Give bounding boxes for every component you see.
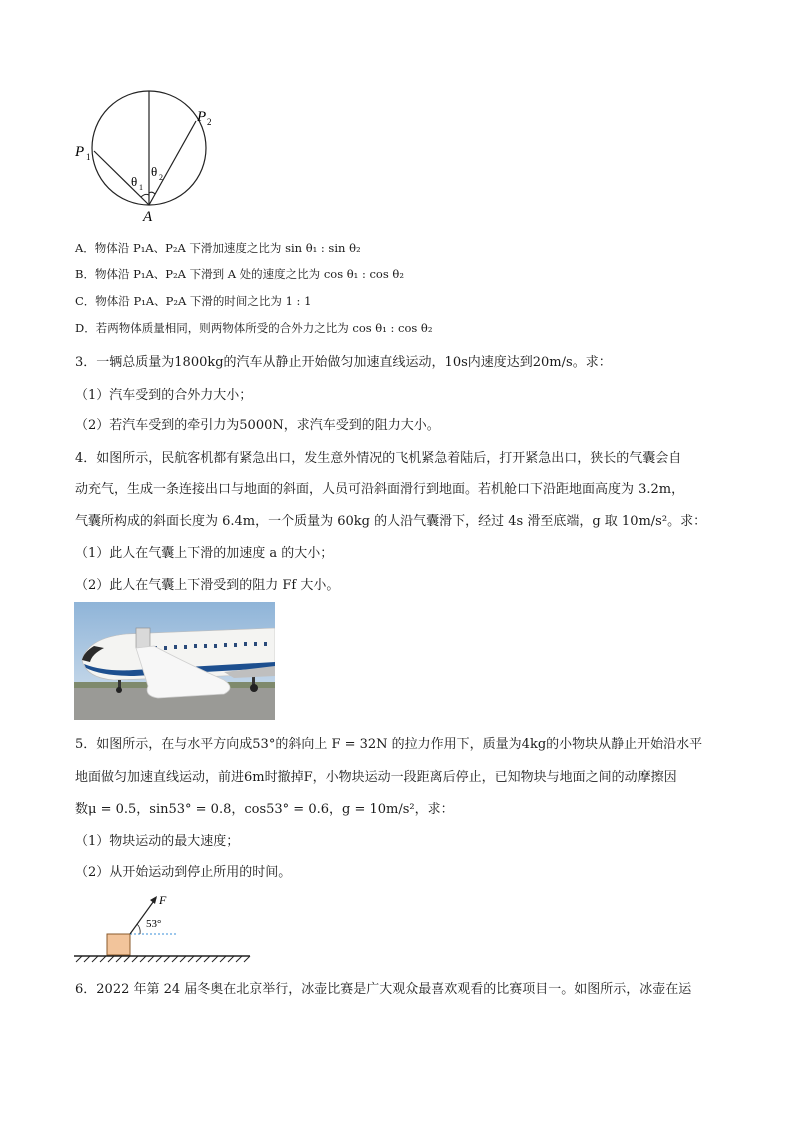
- force-label: F: [159, 893, 167, 907]
- label-a: A: [143, 209, 153, 225]
- q4-stem-line2: 动充气，生成一条连接出口与地面的斜面，人员可沿斜面滑行到地面。若机舱口下沿距地面高度为 3.2m，: [75, 482, 685, 497]
- label-p2: P: [197, 109, 207, 125]
- q3-sub2: （2）若汽车受到的牵引力为5000N，求汽车受到的阻力大小。: [75, 418, 440, 433]
- label-theta1-sub: 1: [139, 183, 143, 192]
- q5-sub2: （2）从开始运动到停止所用的时间。: [75, 865, 292, 880]
- option-b: B．物体沿 P₁A、P₂A 下滑到 A 处的速度之比为 cos θ₁ : cos θ₂: [75, 267, 404, 281]
- angle-label: 53°: [146, 918, 162, 930]
- q5-stem-line3: 数μ = 0.5，sin53° = 0.8，cos53° = 0.6，g = 10m/s²，求：: [75, 802, 454, 817]
- q3-stem: 3．一辆总质量为1800kg的汽车从静止开始做匀加速直线运动，10s内速度达到20m/s。求：: [75, 355, 612, 370]
- block: [107, 934, 130, 955]
- label-p1-sub: 1: [86, 152, 91, 162]
- label-theta2-sub: 2: [159, 173, 163, 182]
- q5-stem-line2: 地面做匀加速直线运动，前进6m时撤掉F，小物块运动一段距离后停止，已知物块与地面之间的动摩擦因: [75, 770, 677, 785]
- label-p2-sub: 2: [207, 117, 212, 127]
- option-d: D．若两物体质量相同，则两物体所受的合外力之比为 cos θ₁ : cos θ₂: [75, 321, 433, 335]
- q6-stem-line1: 6．2022 年第 24 届冬奥在北京举行，冰壶比赛是广大观众最喜欢观看的比赛项目一。如图所示，冰壶在运: [75, 982, 692, 997]
- label-theta1: θ: [131, 174, 138, 189]
- q4-sub2: （2）此人在气囊上下滑受到的阻力 Ff 大小。: [75, 578, 340, 593]
- q5-sub1: （1）物块运动的最大速度；: [75, 834, 240, 849]
- option-c: C．物体沿 P₁A、P₂A 下滑的时间之比为 1 : 1: [75, 294, 312, 308]
- q4-sub1: （1）此人在气囊上下滑的加速度 a 的大小；: [75, 546, 334, 561]
- label-theta2: θ: [151, 164, 158, 179]
- q4-stem-line1: 4．如图所示，民航客机都有紧急出口，发生意外情况的飞机紧急着陆后，打开紧急出口，狭长的气囊会自: [75, 451, 682, 466]
- q4-stem-line3: 气囊所构成的斜面长度为 6.4m，一个质量为 60kg 的人沿气囊滑下，经过 4s 滑至底端，g 取 10m/s²。求：: [75, 514, 707, 529]
- q3-sub1: （1）汽车受到的合外力大小；: [75, 388, 253, 403]
- label-p1: P: [75, 144, 85, 160]
- option-a: A．物体沿 P₁A、P₂A 下滑加速度之比为 sin θ₁ : sin θ₂: [75, 241, 361, 255]
- q5-stem-line1: 5．如图所示，在与水平方向成53°的斜向上 F = 32N 的拉力作用下，质量为4kg的小物块从静止开始沿水平: [75, 737, 703, 752]
